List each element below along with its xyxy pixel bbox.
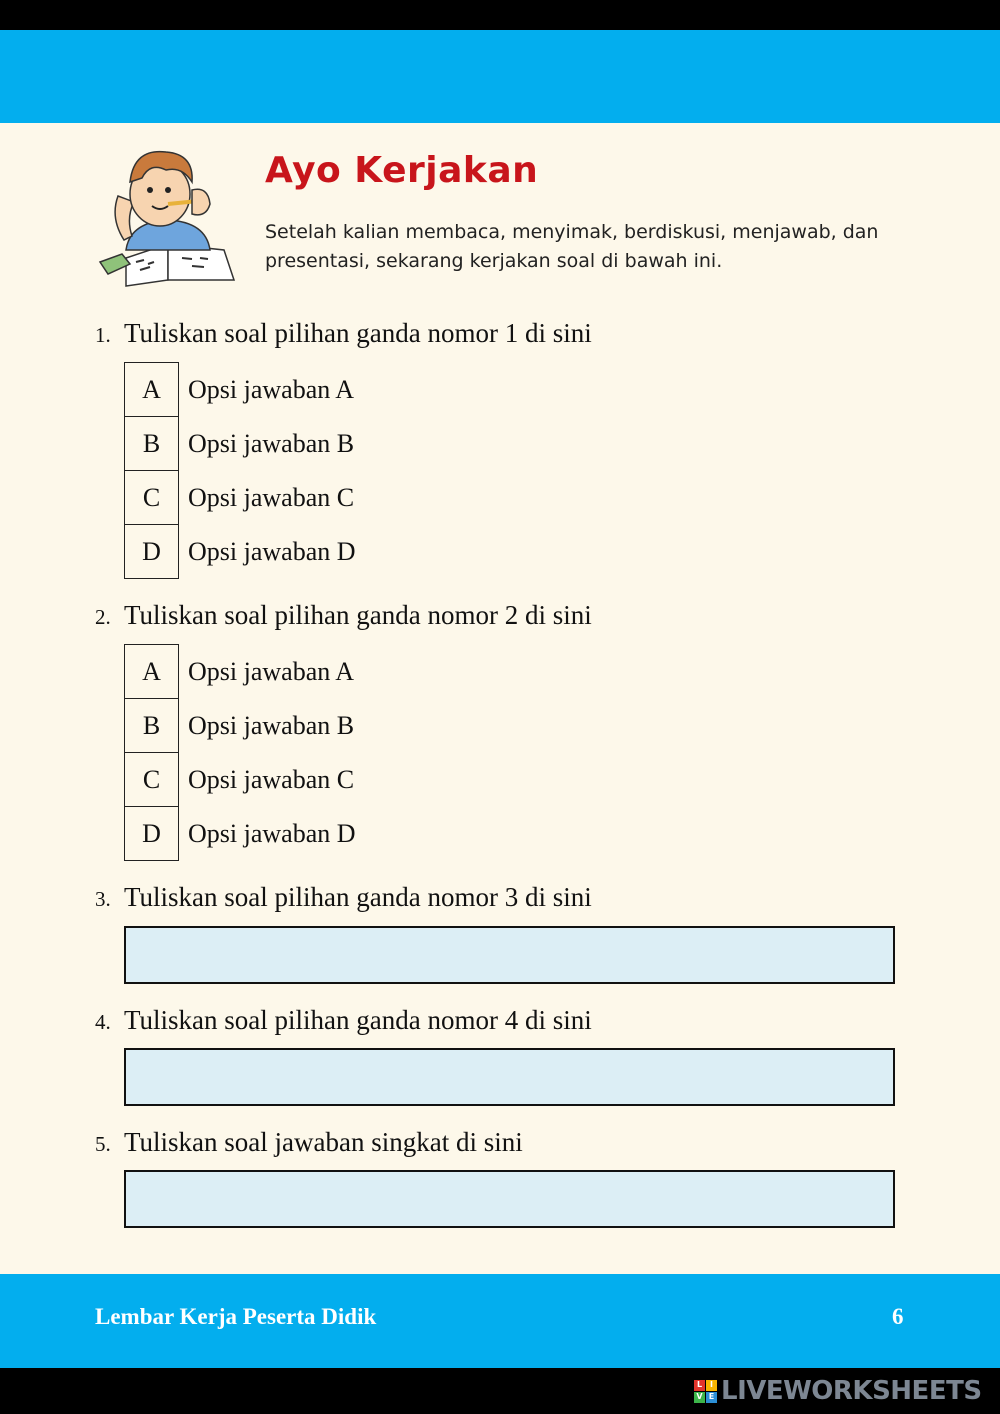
option-a[interactable]: [125, 645, 356, 699]
option-text[interactable]: Opsi jawaban B: [188, 428, 355, 458]
student-reading-illustration: [96, 140, 242, 288]
section-title: Ayo Kerjakan: [265, 150, 539, 191]
logo-letter-i: I: [706, 1380, 717, 1391]
option-text[interactable]: Opsi jawaban A: [188, 656, 355, 686]
question-text: Tuliskan soal jawaban singkat di sini: [124, 1127, 523, 1157]
option-c[interactable]: [125, 471, 356, 525]
question-text: Tuliskan soal pilihan ganda nomor 3 di sini: [124, 882, 592, 912]
question-3: [95, 882, 592, 913]
option-c[interactable]: [125, 753, 356, 807]
question-1-options: [124, 362, 356, 579]
logo-letter-l: L: [694, 1380, 705, 1391]
option-text[interactable]: Opsi jawaban D: [188, 536, 356, 566]
footer-label: Lembar Kerja Peserta Didik: [95, 1304, 377, 1329]
question-number: 3.: [95, 887, 111, 911]
question-5-answer-box[interactable]: [124, 1170, 895, 1228]
question-number: 1.: [95, 323, 111, 347]
header-band: [0, 30, 1000, 123]
liveworksheets-logo-text: LIVEWORKSHEETS: [721, 1376, 982, 1406]
logo-letter-e: E: [706, 1392, 717, 1403]
top-black-bar: [0, 0, 1000, 30]
option-letter[interactable]: B: [125, 417, 179, 471]
option-b[interactable]: [125, 699, 356, 753]
option-text[interactable]: Opsi jawaban B: [188, 710, 355, 740]
option-letter[interactable]: D: [125, 525, 179, 579]
question-5-answer-input[interactable]: [126, 1172, 893, 1226]
question-text: Tuliskan soal pilihan ganda nomor 2 di sini: [124, 600, 592, 630]
option-letter[interactable]: D: [125, 807, 179, 861]
question-3-answer-input[interactable]: [126, 928, 893, 982]
option-text[interactable]: Opsi jawaban C: [188, 764, 355, 794]
question-4-answer-input[interactable]: [126, 1050, 893, 1104]
option-letter[interactable]: C: [125, 753, 179, 807]
question-4: [95, 1005, 592, 1036]
instructions-line-2: presentasi, sekarang kerjakan soal di bawah ini.: [265, 250, 723, 272]
question-2: [95, 600, 592, 631]
option-letter[interactable]: B: [125, 699, 179, 753]
option-d[interactable]: [125, 525, 356, 579]
question-1: [95, 318, 592, 349]
question-2-options: [124, 644, 356, 861]
liveworksheets-logo-icon: [694, 1380, 717, 1403]
question-3-answer-box[interactable]: [124, 926, 895, 984]
instructions-line-1: Setelah kalian membaca, menyimak, berdiskusi, menjawab, dan: [265, 221, 879, 243]
option-b[interactable]: [125, 417, 356, 471]
question-text: Tuliskan soal pilihan ganda nomor 1 di sini: [124, 318, 592, 348]
question-number: 4.: [95, 1010, 111, 1034]
option-text[interactable]: Opsi jawaban C: [188, 482, 355, 512]
option-text[interactable]: Opsi jawaban D: [188, 818, 356, 848]
option-d[interactable]: [125, 807, 356, 861]
question-number: 2.: [95, 605, 111, 629]
page-number: 6: [892, 1304, 904, 1329]
option-letter[interactable]: C: [125, 471, 179, 525]
option-letter[interactable]: A: [125, 363, 179, 417]
option-text[interactable]: Opsi jawaban A: [188, 374, 355, 404]
liveworksheets-logo[interactable]: [694, 1376, 982, 1406]
question-number: 5.: [95, 1132, 111, 1156]
question-5: [95, 1127, 523, 1158]
option-a[interactable]: [125, 363, 356, 417]
option-letter[interactable]: A: [125, 645, 179, 699]
question-text: Tuliskan soal pilihan ganda nomor 4 di sini: [124, 1005, 592, 1035]
logo-letter-v: V: [694, 1392, 705, 1403]
instructions: [265, 218, 905, 276]
question-4-answer-box[interactable]: [124, 1048, 895, 1106]
boy-figure: [115, 152, 210, 250]
